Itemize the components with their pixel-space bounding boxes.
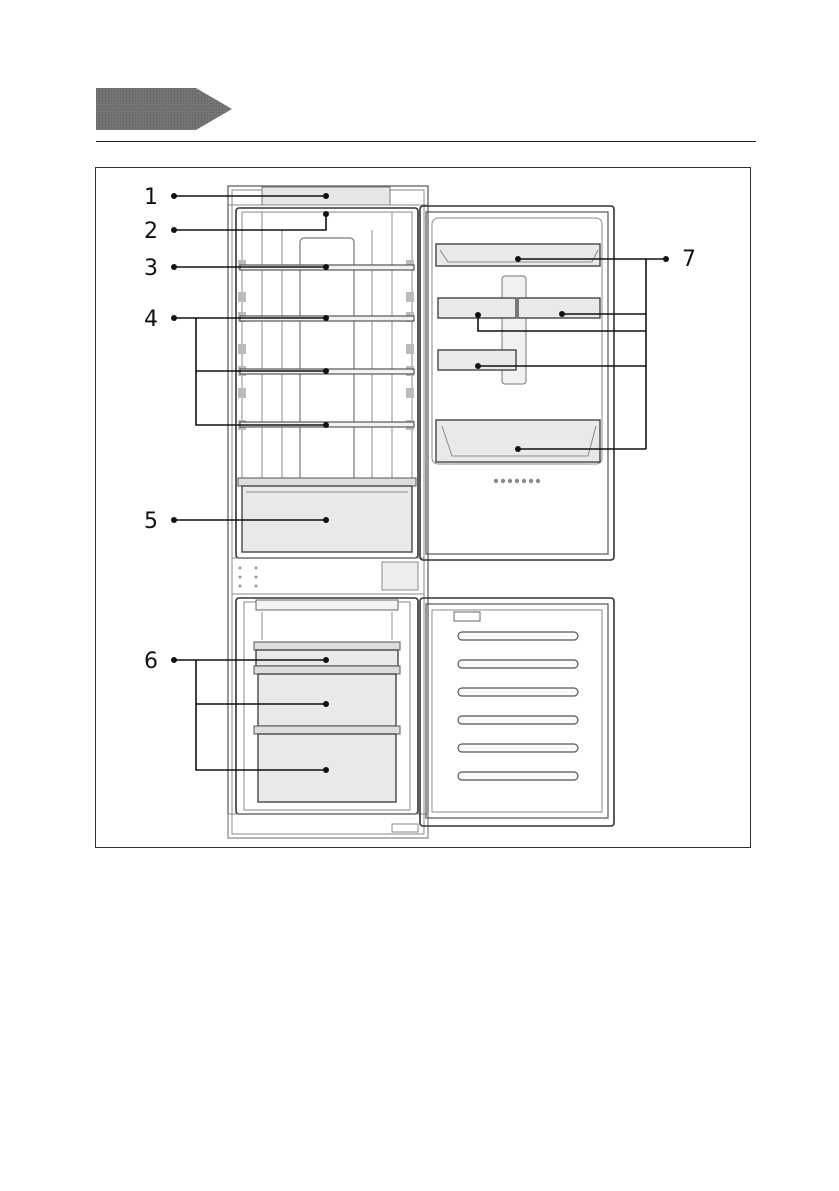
callout-3-number: 3 [144, 256, 158, 281]
door-balcony-right-small [518, 298, 600, 318]
door-balcony-top [436, 244, 600, 266]
callout-5-number: 5 [144, 509, 158, 534]
freezer-drawers [254, 642, 400, 802]
shelf-supports [238, 260, 414, 430]
crisper-drawer [238, 478, 416, 552]
interior-light [300, 238, 354, 480]
fridge-shelves [240, 265, 414, 427]
cabinet-outline [228, 186, 428, 838]
callout-2-number: 2 [144, 219, 158, 244]
callout-4-number: 4 [144, 307, 158, 332]
callout-1-number: 1 [144, 185, 158, 210]
freezer-door [420, 598, 614, 826]
callout-7-number: 7 [682, 247, 696, 272]
callout-6-number: 6 [144, 649, 158, 674]
